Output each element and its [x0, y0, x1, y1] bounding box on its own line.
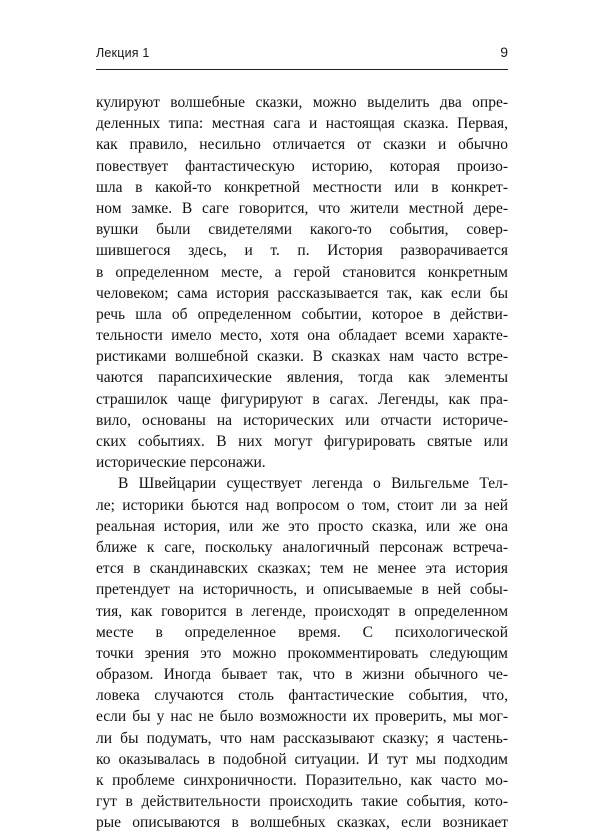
text-line: ли бы подумать, что нам рассказывают сказку; я частень-	[96, 729, 508, 747]
text-line: вило, основаны на исторических или отчасти историче-	[96, 411, 508, 429]
text-line: если бы у нас не было возможности их проверить, мы мог-	[96, 708, 508, 726]
text-line: чаются парапсихические явления, тогда как элементы	[96, 369, 508, 387]
text-line: рые описываются в волшебных сказках, если возникает	[96, 814, 508, 832]
text-line: страшилок чаще фигурируют в сагах. Легенды, как пра-	[96, 390, 508, 408]
text-line: образом. Иногда бывает так, что в жизни обычного че-	[96, 666, 508, 684]
text-line: шла в какой-то конкретной местности или в конкрет-	[96, 178, 508, 196]
text-line: повествует фантастическую историю, которая произо-	[96, 157, 508, 175]
text-line: вушки были свидетелями какого-то события, совер-	[96, 221, 508, 239]
text-line: тельности имело место, хотя она обладает всеми характе-	[96, 327, 508, 345]
text-line: человеком; сама история рассказывается так, как если бы	[96, 284, 508, 302]
text-line: к проблеме синхроничности. Поразительно, как часто мо-	[96, 772, 508, 789]
text-line: месте в определенное время. С психологической	[96, 623, 508, 641]
paragraph-start-line: В Швейцарии существует легенда о Вильгельме Тел-	[118, 475, 508, 493]
running-head	[96, 46, 508, 66]
text-line: гут в действительности происходить такие события, кото-	[96, 793, 508, 811]
text-line: в определенном месте, а герой становится конкретным	[96, 263, 508, 281]
text-line: кулируют волшебные сказки, можно выделить два опре-	[96, 94, 508, 111]
text-line: точки зрения это можно прокомментировать следующим	[96, 644, 508, 662]
text-line: речь шла об определенном событии, которое в действи-	[96, 305, 508, 323]
body-text	[96, 92, 508, 834]
running-title: Лекция 1	[96, 46, 150, 60]
text-line: ле; историки бьются над вопросом о том, стоит ли за ней	[96, 496, 508, 514]
text-line: ется в скандинавских сказках; тем не менее эта история	[96, 560, 508, 578]
text-line: ко оказывалась в подобной ситуации. И тут мы подходим	[96, 750, 508, 768]
page-number: 9	[500, 44, 508, 60]
text-line: реальная история, или же это просто сказка, или же она	[96, 517, 508, 535]
text-line: ловека случаются столь фантастические события, что,	[96, 687, 508, 705]
text-line: ном замке. В саге говорится, что жители местной дере-	[96, 199, 508, 217]
text-line: деленных типа: местная сага и настоящая сказка. Первая,	[96, 115, 508, 133]
text-line: как правило, несильно отличается от сказки и обычно	[96, 136, 508, 154]
text-line: претендует на историчность, и описываемые в ней собы-	[96, 581, 508, 599]
paragraph-end-line: исторические персонажи.	[96, 454, 266, 472]
text-line: ближе к саге, поскольку аналогичный персонаж встреча-	[96, 538, 508, 556]
header-rule	[96, 69, 508, 70]
text-line: ристиками волшебной сказки. В сказках нам часто встре-	[96, 348, 508, 366]
text-line: шившегося здесь, и т. п. История разворачивается	[96, 242, 508, 260]
text-line: ских событиях. В них могут фигурировать святые или	[96, 433, 508, 450]
text-line: тия, как говорится в легенде, происходят в определенном	[96, 602, 508, 620]
